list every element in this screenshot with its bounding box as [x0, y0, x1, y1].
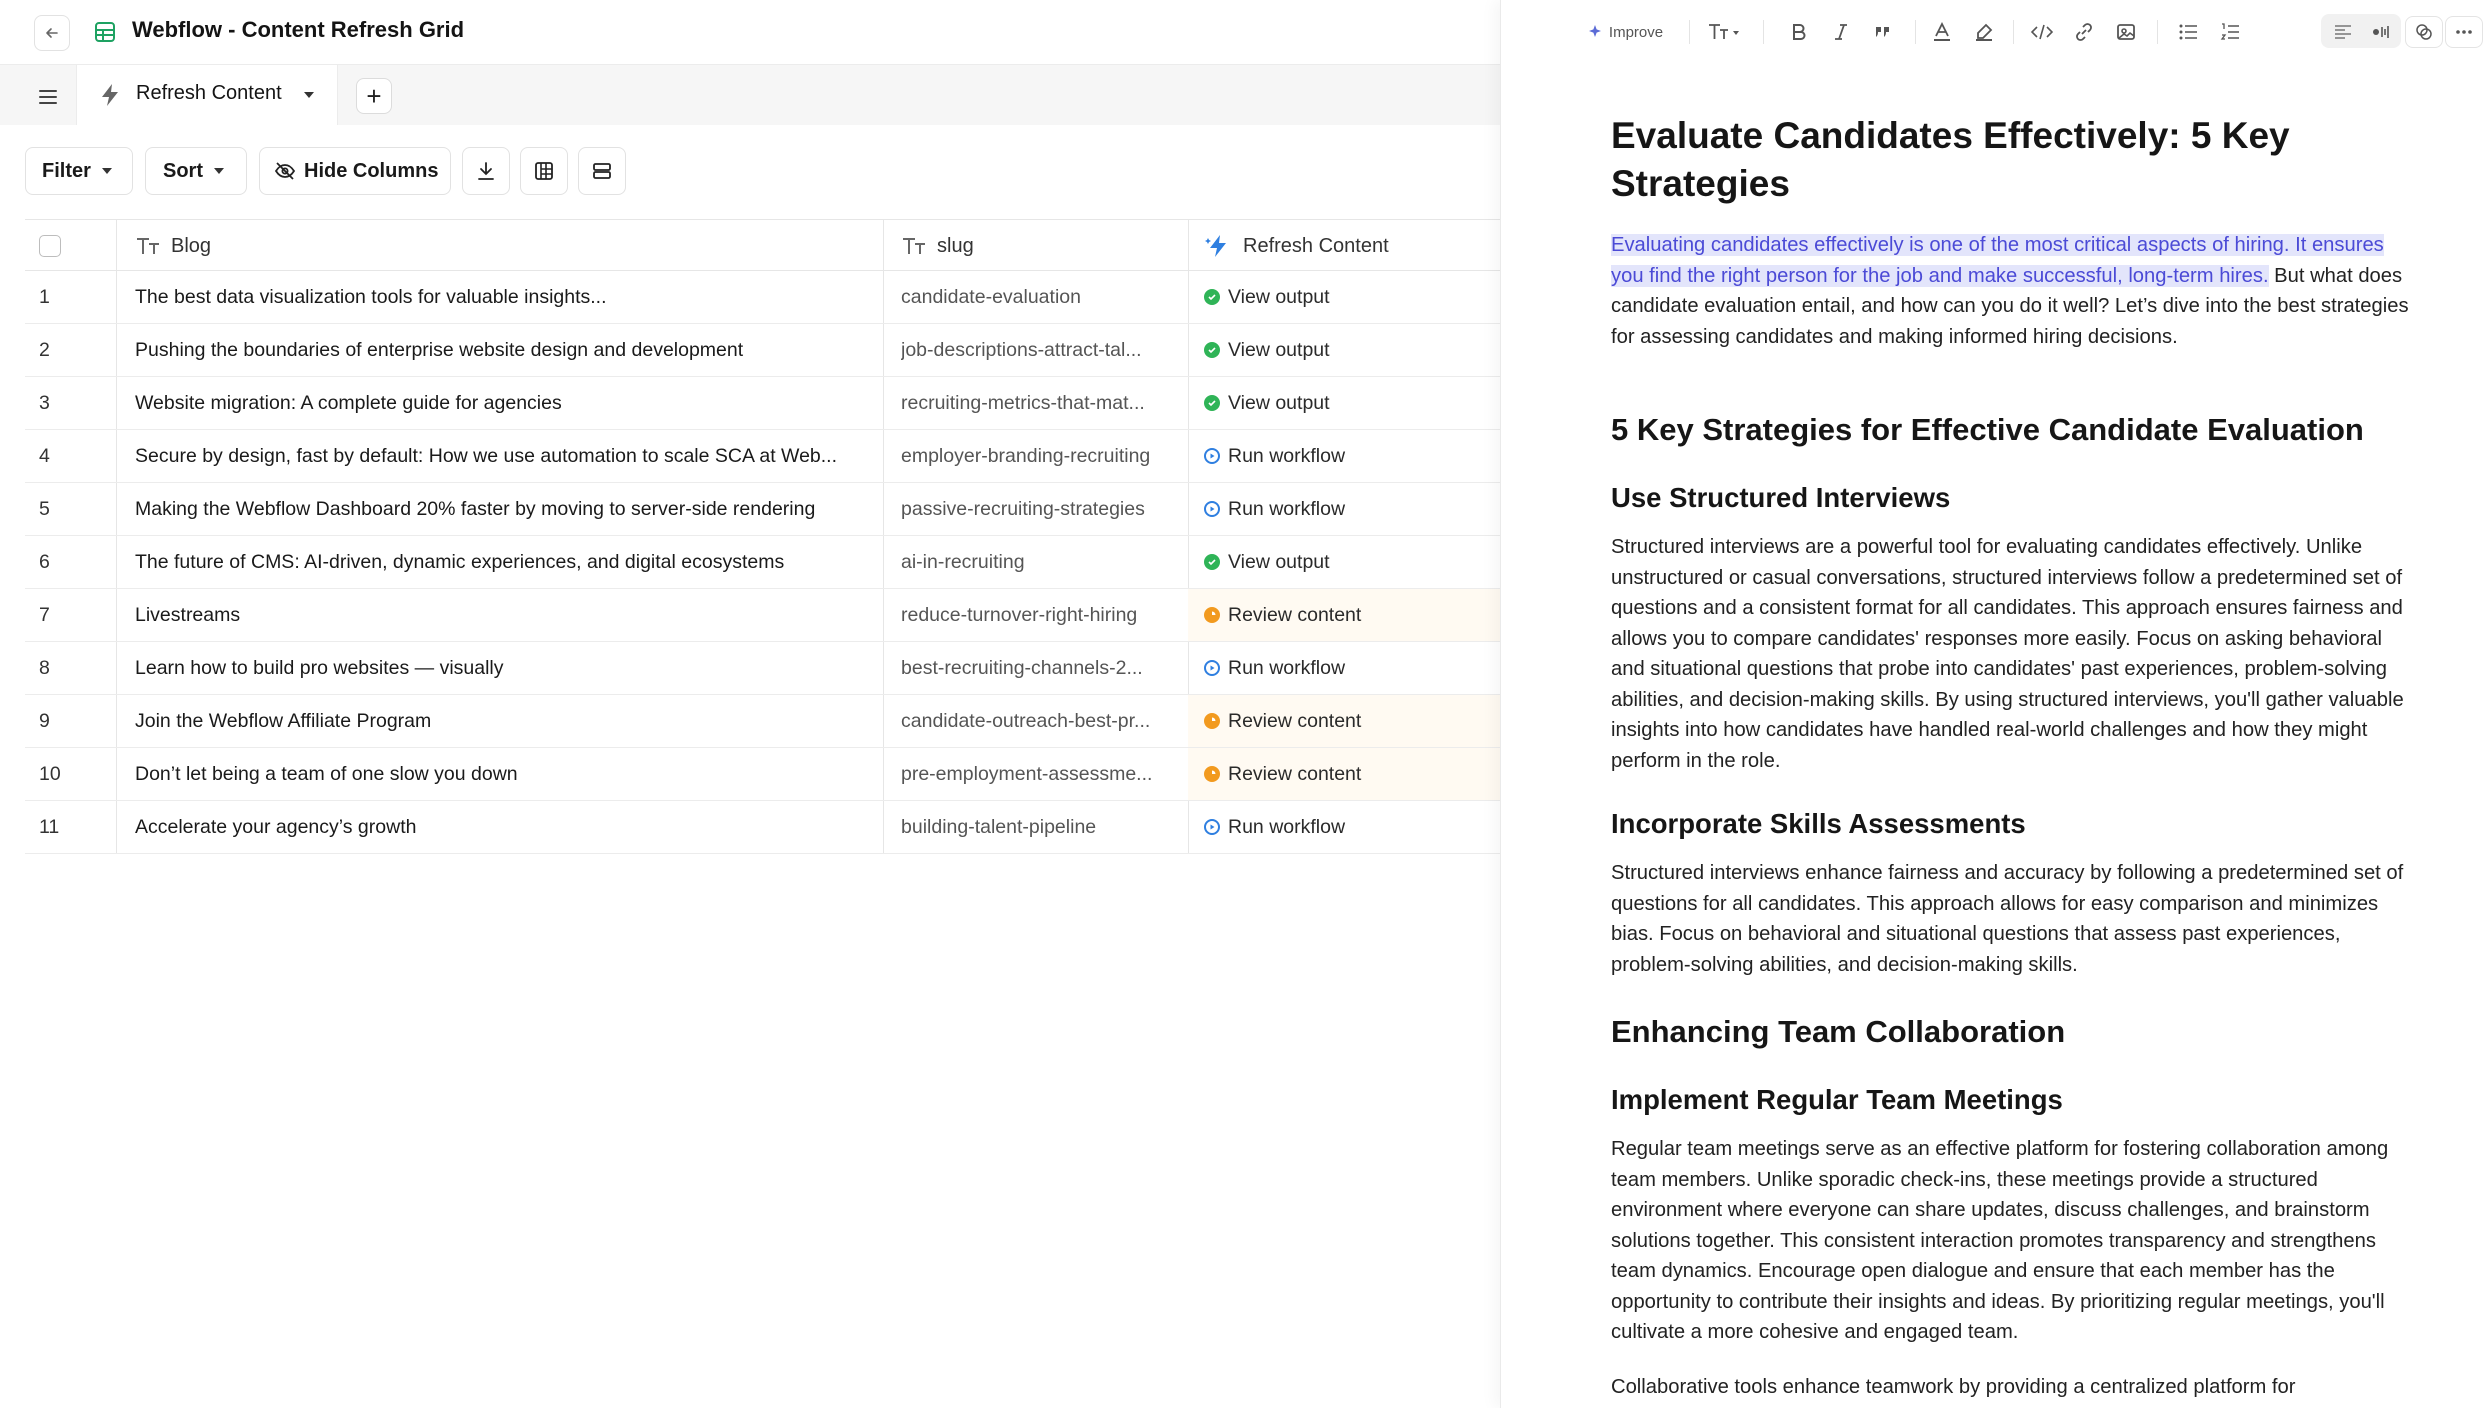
sparkle-icon — [1587, 24, 1603, 40]
download-button[interactable] — [462, 147, 510, 195]
table-row[interactable] — [25, 324, 1500, 377]
blog-cell[interactable]: Pushing the boundaries of enterprise website design and development — [135, 338, 744, 361]
align-left-button[interactable] — [2325, 18, 2361, 46]
slug-cell[interactable]: passive-recruiting-strategies — [901, 497, 1145, 520]
paragraph-team-meetings: Regular team meetings serve as an effective platform for fostering collaboration among team members. Unlike sporadic check-ins, these meetings provide a structured environment where everyone can share updates, discuss challenges, and brainstorm solutions together. This consistent interaction promotes transparency and strengthens team dynamics. Encourage open dialogue and ensure that each member has the opportunity to contribute their insights and ideas. By prioritizing regular meetings, you'll cultivate a more cohesive and engaged team. — [1611, 1138, 2389, 1343]
caret-down-icon — [213, 167, 225, 175]
pending-icon — [1204, 607, 1220, 623]
check-circle-icon — [1204, 554, 1220, 570]
refresh-status-cell[interactable] — [1188, 430, 1500, 482]
play-circle-icon — [1204, 660, 1220, 676]
table-row[interactable] — [25, 642, 1500, 695]
copy-button[interactable] — [2405, 16, 2443, 48]
slug-cell[interactable]: employer-branding-recruiting — [901, 444, 1151, 467]
bullet-list-icon — [2178, 23, 2198, 41]
sort-button[interactable] — [145, 147, 247, 195]
column-label: slug — [937, 234, 974, 257]
bold-icon — [1792, 23, 1806, 41]
slug-cell[interactable]: ai-in-recruiting — [901, 550, 1025, 573]
intro-paragraph — [1611, 230, 2421, 352]
table-row[interactable] — [25, 748, 1500, 801]
text-color-button[interactable] — [1925, 18, 1959, 46]
italic-button[interactable] — [1825, 18, 1857, 46]
image-icon — [2116, 22, 2136, 42]
image-button[interactable] — [2109, 18, 2143, 46]
text-size-icon — [1708, 23, 1742, 41]
numbered-list-icon — [2220, 23, 2240, 41]
refresh-status-cell[interactable] — [1188, 377, 1500, 429]
code-icon — [2031, 24, 2053, 40]
blog-cell[interactable]: Making the Webflow Dashboard 20% faster by moving to server-side rendering — [135, 497, 816, 520]
voice-icon — [2370, 24, 2392, 40]
row-height-button[interactable] — [578, 147, 626, 195]
text-color-icon — [1932, 22, 1952, 42]
heading-skills-assessments: Incorporate Skills Assessments — [1611, 808, 2026, 839]
refresh-status-cell[interactable] — [1188, 642, 1500, 694]
status-action[interactable]: Run workflow — [1228, 444, 1346, 467]
row-number: 9 — [39, 709, 50, 732]
blog-cell[interactable]: Livestreams — [135, 603, 241, 626]
heading-key-strategies: 5 Key Strategies for Effective Candidate Evaluation — [1611, 412, 2364, 447]
document-body[interactable] — [1611, 112, 2421, 1402]
status-action[interactable]: Run workflow — [1228, 497, 1346, 520]
more-options-button[interactable] — [2445, 16, 2483, 48]
link-icon — [2074, 22, 2094, 42]
paragraph-skills-assessments: Structured interviews enhance fairness and accuracy by following a predetermined set of questions for all candidates. This approach allows for easy comparison and minimizes bias. Focus on behavioral and situational questions that assess past experiences, problem-solving abilities, and decision-making skills. — [1611, 862, 2404, 976]
caret-down-icon[interactable] — [303, 91, 315, 99]
status-action[interactable]: Review content — [1228, 709, 1362, 732]
hide-columns-button[interactable] — [259, 147, 451, 195]
heading-team-collaboration: Enhancing Team Collaboration — [1611, 1014, 2066, 1049]
row-number: 10 — [39, 762, 61, 785]
intro-rest: But what does candidate evaluation entail, and how can you do it well? Let’s dive into the best strategies for assessing candidates and making informed hiring decisions. — [1611, 264, 2409, 348]
quote-icon — [1874, 24, 1892, 40]
check-circle-icon — [1204, 395, 1220, 411]
column-label: Blog — [171, 234, 212, 257]
blog-cell[interactable]: Accelerate your agency’s growth — [135, 815, 417, 838]
hamburger-icon — [38, 89, 58, 105]
menu-button[interactable] — [28, 81, 68, 113]
column-header-blog[interactable] — [135, 220, 211, 272]
row-number: 5 — [39, 497, 50, 520]
bold-button[interactable] — [1783, 18, 1815, 46]
table-view-button[interactable] — [520, 147, 568, 195]
refresh-status-cell[interactable] — [1188, 695, 1500, 747]
slug-cell[interactable]: job-descriptions-attract-tal... — [901, 338, 1142, 361]
play-circle-icon — [1204, 448, 1220, 464]
pending-icon — [1204, 713, 1220, 729]
improve-label: Improve — [1608, 23, 1664, 41]
refresh-status-cell[interactable] — [1188, 801, 1500, 853]
text-type-icon — [901, 236, 927, 256]
add-tab-button[interactable]: + — [356, 78, 392, 114]
heading-team-meetings: Implement Regular Team Meetings — [1611, 1084, 2063, 1115]
table-row[interactable] — [25, 430, 1500, 483]
highlight-button[interactable] — [1967, 18, 2001, 46]
tab-bar — [0, 65, 1500, 125]
blog-cell[interactable]: Don’t let being a team of one slow you down — [135, 762, 518, 785]
column-header-refresh-content[interactable] — [1205, 220, 1389, 272]
paragraph-collaborative-tools: Collaborative tools enhance teamwork by providing a centralized platform for — [1611, 1375, 2296, 1398]
status-action[interactable]: Run workflow — [1228, 656, 1346, 679]
numbered-list-button[interactable] — [2213, 18, 2247, 46]
row-number: 2 — [39, 338, 50, 361]
slug-cell[interactable]: building-talent-pipeline — [901, 815, 1097, 838]
italic-icon — [1834, 23, 1848, 41]
text-type-icon — [135, 236, 161, 256]
hide-columns-label: Hide Columns — [304, 159, 439, 182]
copy-icon — [2415, 23, 2433, 41]
heading-structured-interviews: Use Structured Interviews — [1611, 482, 1951, 513]
app-title: Webflow - Content Refresh Grid — [132, 17, 465, 42]
blog-cell[interactable]: Secure by design, fast by default: How we use automation to scale SCA at Web... — [135, 444, 838, 467]
status-action[interactable]: Review content — [1228, 603, 1362, 626]
row-number: 4 — [39, 444, 50, 467]
more-horizontal-icon — [2455, 29, 2473, 35]
row-number: 3 — [39, 391, 50, 414]
link-button[interactable] — [2067, 18, 2101, 46]
refresh-status-cell[interactable] — [1188, 483, 1500, 535]
arrow-left-icon — [44, 25, 60, 41]
slug-cell[interactable]: best-recruiting-channels-2... — [901, 656, 1143, 679]
tab-refresh-content[interactable] — [76, 65, 338, 125]
status-action[interactable]: Review content — [1228, 762, 1362, 785]
refresh-status-cell[interactable] — [1188, 271, 1500, 323]
check-circle-icon — [1204, 342, 1220, 358]
app-header — [0, 0, 1500, 65]
row-number: 6 — [39, 550, 50, 573]
sort-label: Sort — [163, 159, 203, 182]
table-row[interactable] — [25, 801, 1500, 854]
grid-toolbar — [0, 125, 1500, 217]
highlighter-icon — [1974, 22, 1994, 42]
quote-button[interactable] — [1867, 18, 1899, 46]
bullet-list-button[interactable] — [2171, 18, 2205, 46]
filter-label: Filter — [42, 159, 91, 182]
status-action[interactable]: View output — [1228, 391, 1330, 414]
code-button[interactable] — [2025, 18, 2059, 46]
table-row[interactable] — [25, 377, 1500, 430]
table-header — [25, 219, 1500, 271]
table-icon — [534, 161, 554, 181]
slug-cell[interactable]: candidate-outreach-best-pr... — [901, 709, 1151, 732]
selected-text: Evaluating candidates effectively is one of the most critical aspects of hiring. It ensures you find the right person for the job and make successful, long-term hires. — [1611, 234, 2384, 287]
bolt-icon — [99, 83, 121, 107]
blog-cell[interactable]: Learn how to build pro websites — visually — [135, 656, 504, 679]
pending-icon — [1204, 766, 1220, 782]
blog-cell[interactable]: Website migration: A complete guide for agencies — [135, 391, 562, 414]
row-number: 8 — [39, 656, 50, 679]
blog-cell[interactable]: The best data visualization tools for valuable insights... — [135, 285, 607, 308]
rows-icon — [592, 161, 612, 181]
tab-label: Refresh Content — [136, 82, 282, 104]
filter-button[interactable] — [25, 147, 133, 195]
caret-down-icon — [101, 167, 113, 175]
download-icon — [476, 161, 496, 181]
status-action[interactable]: View output — [1228, 550, 1330, 573]
table-row[interactable] — [25, 483, 1500, 536]
text-style-dropdown[interactable] — [1703, 18, 1747, 46]
check-circle-icon — [1204, 289, 1220, 305]
status-action[interactable]: View output — [1228, 338, 1330, 361]
back-button[interactable] — [34, 15, 70, 51]
table-row[interactable] — [25, 695, 1500, 748]
slug-cell[interactable]: candidate-evaluation — [901, 285, 1081, 308]
table-row[interactable] — [25, 271, 1500, 324]
blog-cell[interactable]: Join the Webflow Affiliate Program — [135, 709, 432, 732]
slug-cell[interactable]: pre-employment-assessme... — [901, 762, 1153, 785]
refresh-status-cell[interactable] — [1188, 536, 1500, 588]
voice-button[interactable] — [2363, 18, 2399, 46]
ai-sparkle-icon — [1205, 234, 1233, 258]
editor-toolbar — [1501, 0, 2492, 64]
paragraph-structured-interviews: Structured interviews are a powerful tool for evaluating candidates effectively. Unlike unstructured or casual conversations, structured interviews follow a predetermined set of questions and a consistent format for all candidates. This approach ensures fairness and allows you to compare candidates' responses more easily. Focus on asking behavioral and situational questions that probe into candidates' past experiences, problem-solving abilities, and decision-making skills. By using structured interviews, you'll gather valuable insights into how candidates have handled real-world challenges and how they might perform in the role. — [1611, 536, 2404, 772]
blog-cell[interactable]: The future of CMS: AI-driven, dynamic experiences, and digital ecosystems — [135, 550, 785, 573]
play-circle-icon — [1204, 819, 1220, 835]
improve-button[interactable] — [1579, 18, 1671, 46]
align-left-icon — [2333, 24, 2353, 40]
row-number: 11 — [39, 815, 60, 838]
select-all-checkbox[interactable] — [35, 220, 65, 272]
status-action[interactable]: View output — [1228, 285, 1330, 308]
table-row[interactable] — [25, 536, 1500, 589]
row-number: 7 — [39, 603, 50, 626]
document-title: Evaluate Candidates Effectively: 5 Key Strategies — [1611, 115, 2290, 204]
eye-off-icon — [274, 162, 296, 180]
row-number: 1 — [39, 285, 50, 308]
column-header-slug[interactable] — [901, 220, 974, 272]
column-label: Refresh Content — [1243, 234, 1389, 257]
refresh-status-cell[interactable] — [1188, 748, 1500, 800]
table-row[interactable] — [25, 589, 1500, 642]
refresh-status-cell[interactable] — [1188, 589, 1500, 641]
grid-icon — [93, 20, 117, 44]
editor-pane — [1500, 0, 2492, 1408]
slug-cell[interactable]: recruiting-metrics-that-mat... — [901, 391, 1145, 414]
status-action[interactable]: Run workflow — [1228, 815, 1346, 838]
refresh-status-cell[interactable] — [1188, 324, 1500, 376]
play-circle-icon — [1204, 501, 1220, 517]
slug-cell[interactable]: reduce-turnover-right-hiring — [901, 603, 1138, 626]
